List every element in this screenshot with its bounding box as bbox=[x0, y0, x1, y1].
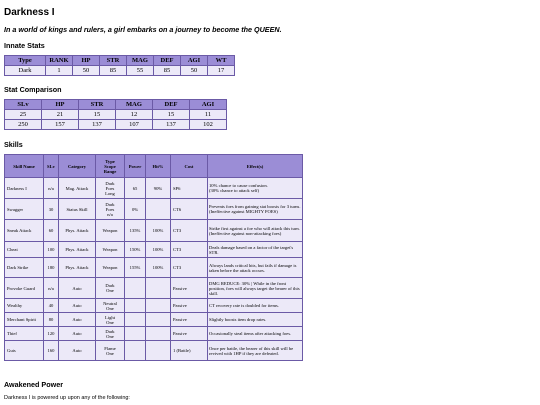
skill-hit-cell: 100% bbox=[146, 220, 171, 242]
innate-header-cell: RANK bbox=[46, 56, 73, 66]
skill-hit-cell: 90% bbox=[146, 178, 171, 199]
comparison-value-cell: 250 bbox=[5, 120, 42, 130]
skill-category-cell: Auto bbox=[59, 313, 96, 327]
skill-power-cell bbox=[125, 313, 146, 327]
comparison-header-cell: AGI bbox=[190, 100, 227, 110]
skill-row bbox=[5, 242, 303, 258]
skill-slv-cell: n/a bbox=[44, 178, 59, 199]
skill-power-cell: 155% bbox=[125, 258, 146, 278]
skill-cost-cell: SP6 bbox=[171, 178, 208, 199]
skill-category-cell: Auto bbox=[59, 341, 96, 361]
skill-slv-cell: n/a bbox=[44, 278, 59, 299]
skill-hit-cell bbox=[146, 199, 171, 220]
skill-power-cell: 150% bbox=[125, 242, 146, 258]
skill-effect-cell bbox=[208, 178, 303, 199]
skill-cost-cell: Passive bbox=[171, 278, 208, 299]
skill-type-cell-line: One bbox=[106, 305, 114, 311]
skill-effect-cell-line: (30% chance to attack self) bbox=[209, 188, 259, 193]
skill-category-cell: Auto bbox=[59, 299, 96, 313]
skills-header-cell: Hit% bbox=[146, 155, 171, 178]
comparison-header-cell: STR bbox=[79, 100, 116, 110]
comparison-row bbox=[5, 120, 227, 130]
comparison-value-cell: 157 bbox=[42, 120, 79, 130]
stat-comparison-table bbox=[4, 99, 227, 130]
skill-slv-cell: 180 bbox=[44, 258, 59, 278]
skill-type-cell-line: Long bbox=[105, 190, 115, 196]
comparison-value-cell: 15 bbox=[79, 110, 116, 120]
skill-row bbox=[5, 220, 303, 242]
skill-category-cell: Mag. Attack bbox=[59, 178, 96, 199]
skill-effect-cell-line: CT recovery rate is doubled for items. bbox=[209, 303, 279, 308]
skills-table bbox=[4, 154, 303, 361]
skill-type-cell bbox=[96, 258, 125, 278]
skill-category-cell: Phys. Attack bbox=[59, 258, 96, 278]
comparison-value-cell: 107 bbox=[116, 120, 153, 130]
skill-type-cell-line: One bbox=[106, 333, 114, 339]
skill-type-cell-line: Weapon bbox=[102, 265, 118, 270]
skill-hit-cell: 100% bbox=[146, 242, 171, 258]
skill-effect-cell-line: DMG REDUCE: 30% | While in the front position, foes will always target the bearer of this skill. bbox=[209, 280, 300, 296]
skills-header-cell: Effect(s) bbox=[208, 155, 303, 178]
skill-row bbox=[5, 199, 303, 220]
skill-row bbox=[5, 341, 303, 361]
comparison-header-cell: DEF bbox=[153, 100, 190, 110]
innate-header-cell: HP bbox=[73, 56, 100, 66]
skills-header-row bbox=[5, 155, 303, 178]
skill-slv-cell: 160 bbox=[44, 341, 59, 361]
skill-type-cell bbox=[96, 242, 125, 258]
skill-type-cell bbox=[96, 199, 125, 220]
skill-type-cell-line: n/a bbox=[107, 211, 113, 217]
skill-name-cell: Cheat bbox=[5, 242, 44, 258]
skill-effect-cell-line: Slightly boosts item drop rates. bbox=[209, 317, 267, 322]
skill-slv-cell: 80 bbox=[44, 313, 59, 327]
skill-effect-cell bbox=[208, 313, 303, 327]
skill-row bbox=[5, 178, 303, 199]
innate-value-cell: 50 bbox=[73, 66, 100, 76]
skill-category-cell: Auto bbox=[59, 278, 96, 299]
skill-type-cell bbox=[96, 178, 125, 199]
skill-effect-cell-line: Occasionally steal items after attacking foes. bbox=[209, 331, 292, 336]
skill-category-cell: Phys. Attack bbox=[59, 242, 96, 258]
skill-type-cell-line: Light bbox=[105, 314, 115, 320]
comparison-value-cell: 25 bbox=[5, 110, 42, 120]
skill-effect-cell bbox=[208, 199, 303, 220]
skill-type-cell bbox=[96, 327, 125, 341]
skill-slv-cell: 120 bbox=[44, 327, 59, 341]
skill-effect-cell-line: Strike first against a foe who will attack this turn. bbox=[209, 225, 300, 231]
skill-row bbox=[5, 313, 303, 327]
skill-row bbox=[5, 299, 303, 313]
skill-row bbox=[5, 278, 303, 299]
skill-type-cell-line: Foes bbox=[105, 206, 115, 212]
skill-type-cell bbox=[96, 313, 125, 327]
skills-header-cell: Type Scope Range bbox=[96, 155, 125, 178]
innate-value-cell: 85 bbox=[154, 66, 181, 76]
comparison-value-cell: 11 bbox=[190, 110, 227, 120]
skill-effect-cell-line: Once per battle, the bearer of this skill will be revived with 1HP if they are defeated. bbox=[209, 345, 294, 356]
skill-effect-cell bbox=[208, 242, 303, 258]
comparison-value-cell: 102 bbox=[190, 120, 227, 130]
skill-name-cell: Merchant Spirit bbox=[5, 313, 44, 327]
comparison-value-cell: 137 bbox=[79, 120, 116, 130]
skill-type-cell-line: One bbox=[106, 319, 114, 325]
skill-cost-cell: Passive bbox=[171, 313, 208, 327]
skill-cost-cell: CT3 bbox=[171, 220, 208, 242]
skill-type-cell-line: Dark bbox=[105, 201, 115, 207]
comparison-row bbox=[5, 110, 227, 120]
skill-type-cell-line: Weapon bbox=[102, 247, 118, 252]
innate-value-cell: 50 bbox=[181, 66, 208, 76]
skill-hit-cell bbox=[146, 341, 171, 361]
tagline: In a world of kings and rulers, a girl embarks on a journey to become the QUEEN. bbox=[4, 25, 282, 34]
skill-power-cell: 0% bbox=[125, 199, 146, 220]
skill-hit-cell: 100% bbox=[146, 258, 171, 278]
skill-hit-cell bbox=[146, 313, 171, 327]
skill-slv-cell: 100 bbox=[44, 242, 59, 258]
comparison-header-cell: HP bbox=[42, 100, 79, 110]
skill-slv-cell: 60 bbox=[44, 220, 59, 242]
innate-stats-row bbox=[5, 66, 235, 76]
skill-effect-cell bbox=[208, 258, 303, 278]
innate-header-cell: Type bbox=[5, 56, 46, 66]
comparison-value-cell: 15 bbox=[153, 110, 190, 120]
skill-power-cell bbox=[125, 278, 146, 299]
skill-effect-cell bbox=[208, 299, 303, 313]
skill-type-cell-line: Dark bbox=[105, 328, 115, 334]
skill-type-cell bbox=[96, 299, 125, 313]
skill-effect-cell bbox=[208, 341, 303, 361]
innate-stats-table bbox=[4, 55, 235, 76]
skill-type-cell-line: Neutral bbox=[103, 300, 117, 306]
skills-header-cell: SLv bbox=[44, 155, 59, 178]
skill-row bbox=[5, 327, 303, 341]
skill-effect-cell-line: 10% chance to cause confusion. bbox=[209, 183, 268, 188]
innate-value-cell: 85 bbox=[100, 66, 127, 76]
skill-hit-cell bbox=[146, 327, 171, 341]
skill-effect-cell-line: (Ineffective against MIGHTY FOES) bbox=[209, 209, 278, 214]
awakened-power-heading: Awakened Power bbox=[4, 380, 63, 389]
skill-type-cell-line: Flame bbox=[104, 345, 116, 351]
page-title: Darkness I bbox=[4, 7, 55, 18]
skill-type-cell-line: One bbox=[106, 350, 114, 356]
awakened-power-text: Darkness I is powered up upon any of the following: bbox=[4, 395, 130, 401]
innate-header-cell: AGI bbox=[181, 56, 208, 66]
innate-value-cell: 17 bbox=[208, 66, 235, 76]
skill-power-cell bbox=[125, 299, 146, 313]
skill-category-cell: Auto bbox=[59, 327, 96, 341]
skill-effect-cell bbox=[208, 278, 303, 299]
comparison-value-cell: 12 bbox=[116, 110, 153, 120]
comparison-value-cell: 21 bbox=[42, 110, 79, 120]
skill-name-cell: Provoke Guard bbox=[5, 278, 44, 299]
innate-value-cell: 55 bbox=[127, 66, 154, 76]
skill-type-cell bbox=[96, 341, 125, 361]
skill-power-cell bbox=[125, 341, 146, 361]
skills-header-cell: Cost bbox=[171, 155, 208, 178]
innate-header-cell: MAG bbox=[127, 56, 154, 66]
skill-effect-cell-line: Deals damage based on a factor of the target's STR. bbox=[209, 244, 294, 255]
innate-header-cell: WT bbox=[208, 56, 235, 66]
skill-name-cell: Thief bbox=[5, 327, 44, 341]
skill-effect-cell-line: Prevents foes from gaining stat boosts for 3 turns. bbox=[209, 204, 301, 209]
skill-row bbox=[5, 258, 303, 278]
skill-effect-cell bbox=[208, 220, 303, 242]
skill-type-cell-line: Dark bbox=[105, 180, 115, 186]
comparison-value-cell: 137 bbox=[153, 120, 190, 130]
skill-power-cell: 65 bbox=[125, 178, 146, 199]
stat-comparison-header-row bbox=[5, 100, 227, 110]
skill-cost-cell: CT3 bbox=[171, 242, 208, 258]
skill-category-cell: Status Skill bbox=[59, 199, 96, 220]
skill-type-cell-line: One bbox=[106, 288, 114, 293]
innate-header-cell: DEF bbox=[154, 56, 181, 66]
skill-type-cell-line: Dark bbox=[105, 283, 115, 288]
skill-cost-cell: CT3 bbox=[171, 258, 208, 278]
skill-name-cell: Darkness I bbox=[5, 178, 44, 199]
innate-stats-header-row bbox=[5, 56, 235, 66]
skill-effect-cell-line: (Ineffective against non-attacking foes) bbox=[209, 230, 282, 236]
comparison-header-cell: SLv bbox=[5, 100, 42, 110]
stat-comparison-heading: Stat Comparison bbox=[4, 85, 62, 94]
skill-effect-cell-line: Always lands critical hits, but fails if damage is taken before the attack occurs. bbox=[209, 262, 297, 273]
skill-type-cell bbox=[96, 278, 125, 299]
skill-hit-cell bbox=[146, 299, 171, 313]
skills-heading: Skills bbox=[4, 140, 23, 149]
skill-slv-cell: 40 bbox=[44, 299, 59, 313]
skill-hit-cell bbox=[146, 278, 171, 299]
skill-type-cell-line: Foes bbox=[105, 185, 115, 191]
skill-name-cell: Wealthy bbox=[5, 299, 44, 313]
skill-cost-cell: 1 (Battle) bbox=[171, 341, 208, 361]
skill-name-cell: Guts bbox=[5, 341, 44, 361]
skill-category-cell: Phys. Attack bbox=[59, 220, 96, 242]
innate-value-cell: Dark bbox=[5, 66, 46, 76]
skill-slv-cell: 30 bbox=[44, 199, 59, 220]
skill-power-cell bbox=[125, 327, 146, 341]
skill-name-cell: Sneak Attack bbox=[5, 220, 44, 242]
innate-stats-heading: Innate Stats bbox=[4, 41, 45, 50]
skill-power-cell: 135% bbox=[125, 220, 146, 242]
skill-cost-cell: Passive bbox=[171, 327, 208, 341]
skills-header-cell: Skill Name bbox=[5, 155, 44, 178]
innate-value-cell: 1 bbox=[46, 66, 73, 76]
skills-header-cell: Power bbox=[125, 155, 146, 178]
skill-cost-cell: CT6 bbox=[171, 199, 208, 220]
comparison-header-cell: MAG bbox=[116, 100, 153, 110]
skill-type-cell bbox=[96, 220, 125, 242]
skill-name-cell: Swagger bbox=[5, 199, 44, 220]
skill-name-cell: Dark Strike bbox=[5, 258, 44, 278]
skill-effect-cell bbox=[208, 327, 303, 341]
skills-header-cell: Category bbox=[59, 155, 96, 178]
skill-cost-cell: Passive bbox=[171, 299, 208, 313]
innate-header-cell: STR bbox=[100, 56, 127, 66]
skill-type-cell-line: Weapon bbox=[102, 228, 118, 233]
